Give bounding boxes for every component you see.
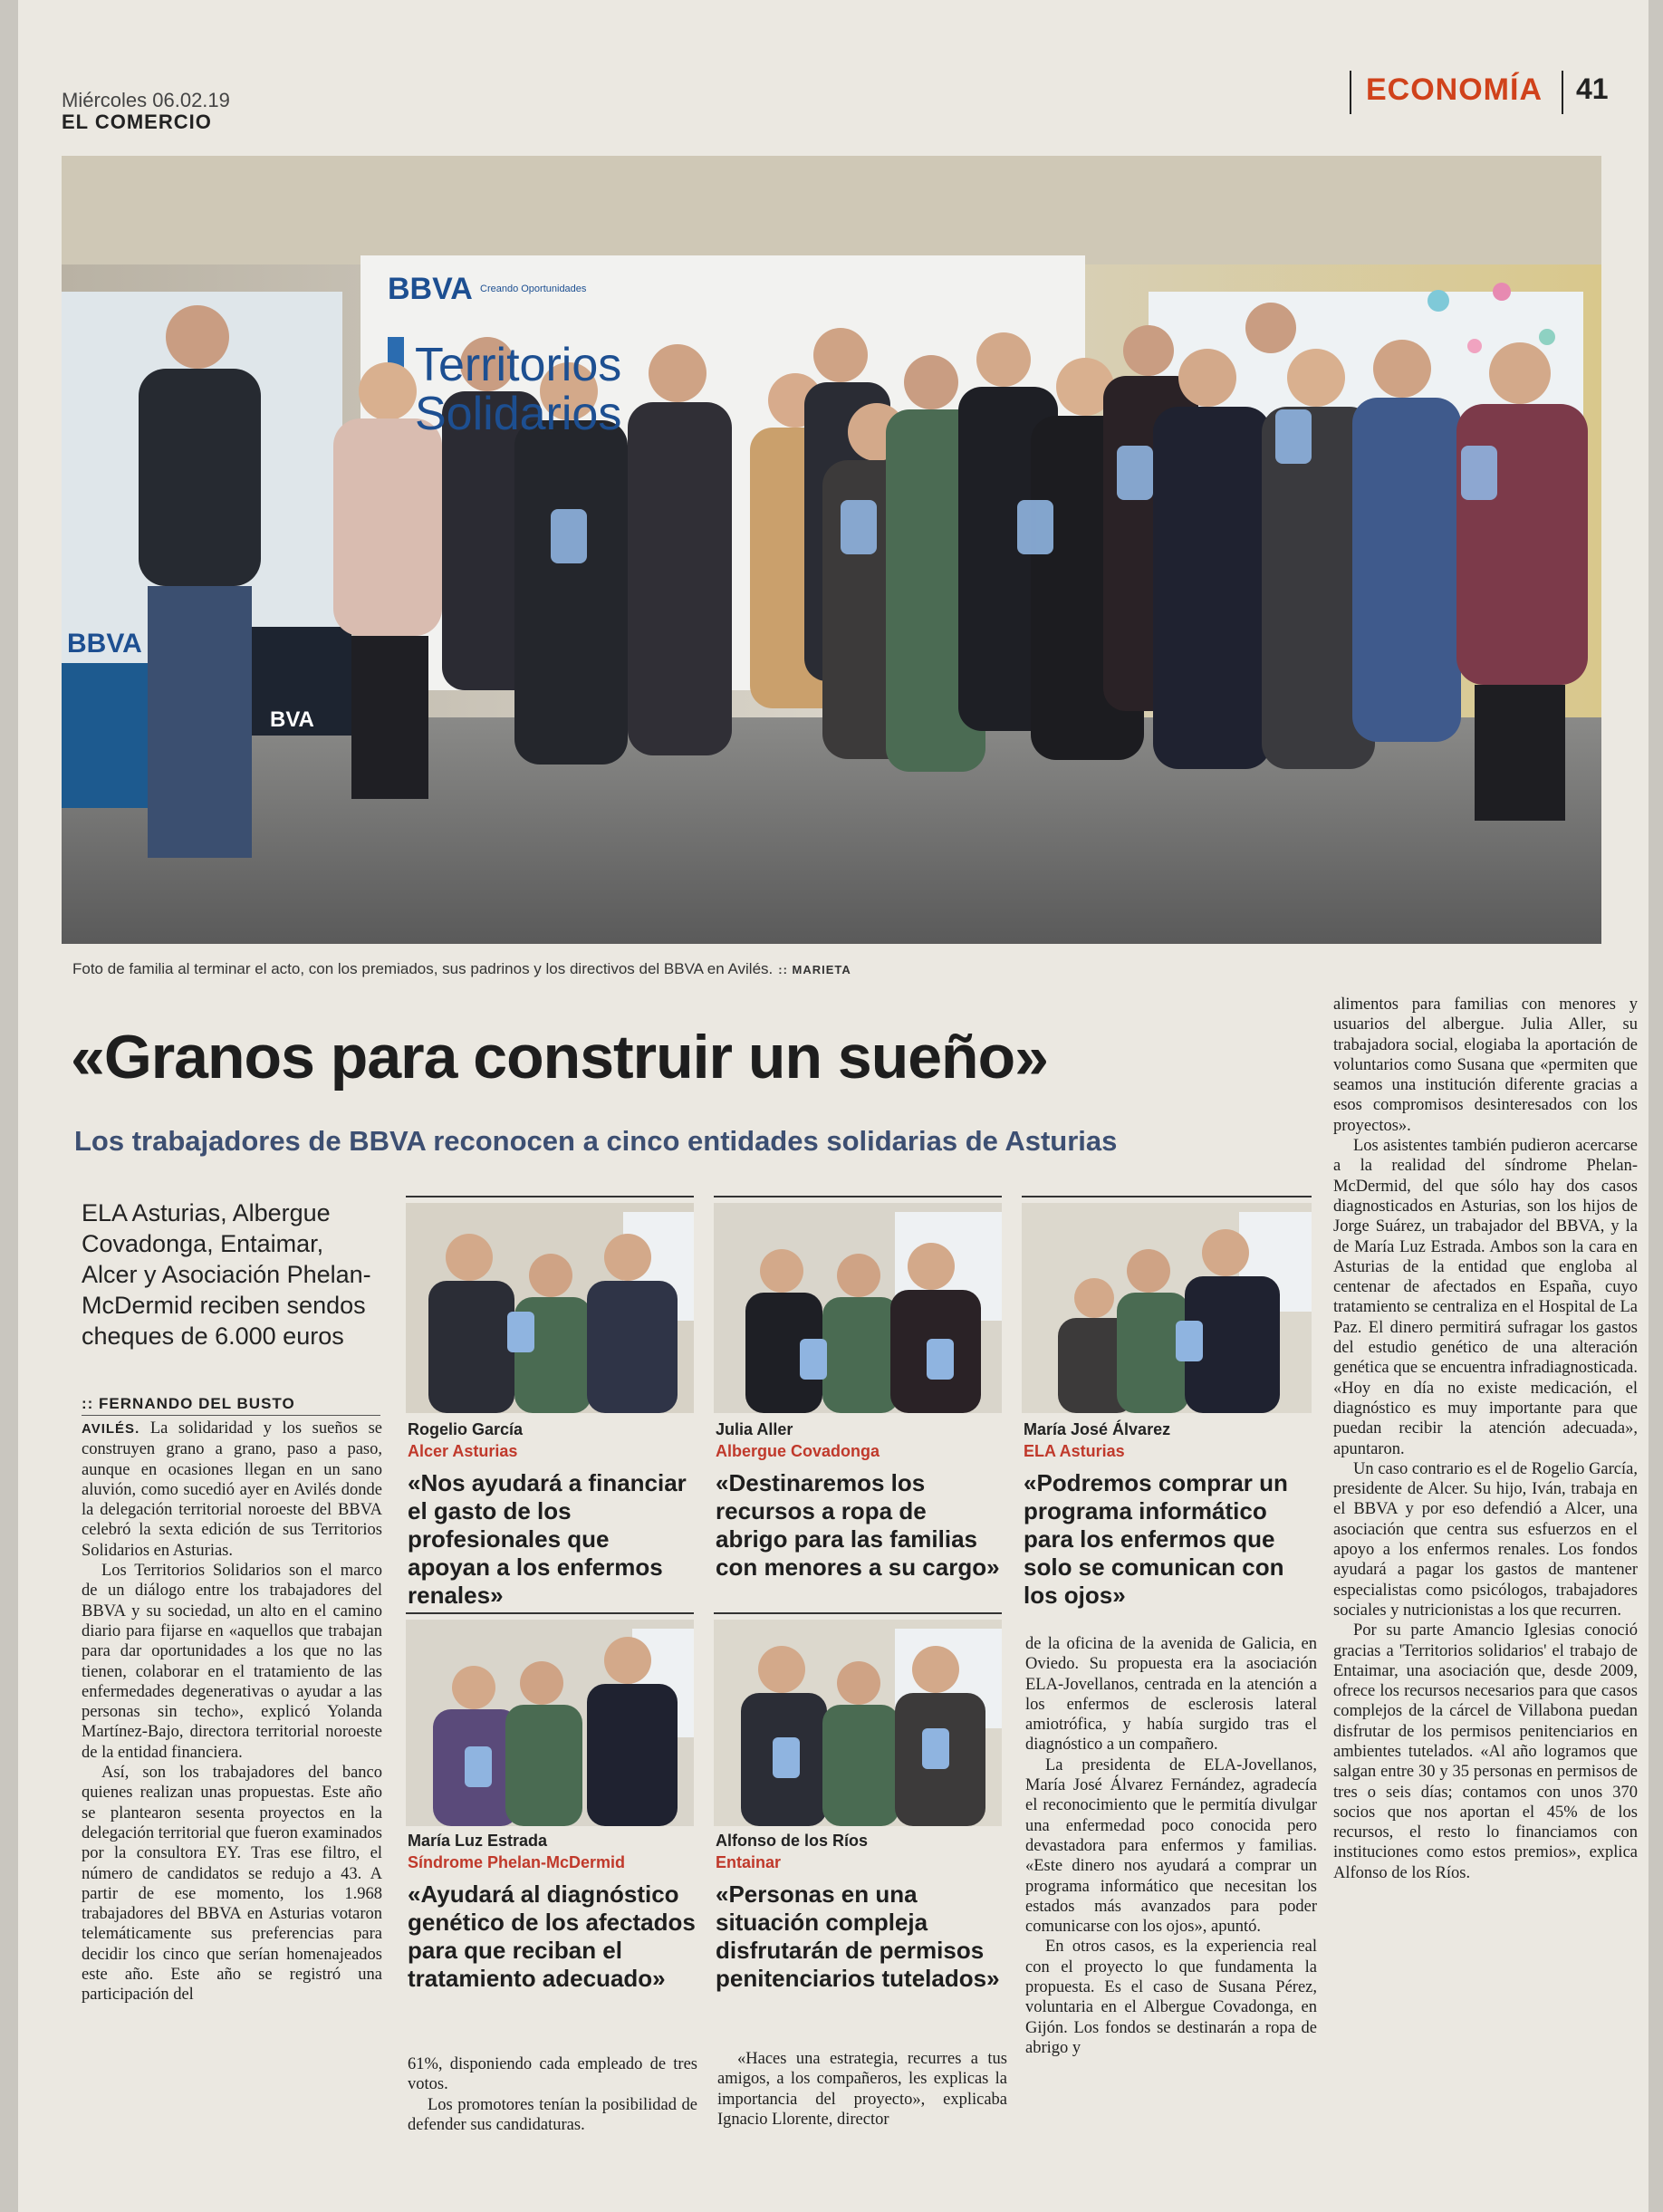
photo-credit: :: MARIETA [778, 963, 851, 976]
paragraph: de la oficina de la avenida de Galicia, en Oviedo. Su propuesta era la asociación ELA-Jovellanos, centrada en la atención a los enfermos de esclerosis lateral amiotrófica, y había surgido tras el diagnóstico a un compañero. [1025, 1635, 1317, 1755]
side-logo: BBVA [67, 629, 142, 659]
paragraph: Por su parte Amancio Iglesias conoció gracias a 'Territorios solidarios' el trabajo de Entaimar, una asociación que, desde 2009, ofrece los recursos necesarios para que casos complejos de la cárcel de Villabona puedan disfrutar de los permisos penitenciarios en ambientes tutelados. «Al año logramos que salgan entre 30 y 35 personas en permisos de tres o seis días; contamos con unos 370 socios que nos aportan el 45% de los recursos, el resto lo financiamos con instituciones como estos premios», explica Alfonso de los Ríos. [1333, 1621, 1638, 1882]
card-quote: «Podremos comprar un programa informático para los enfermos que solo se comunican con los ojos» [1024, 1469, 1288, 1609]
card-quote: «Personas en una situación compleja disfrutarán de permisos penitenciarios tutelados» [716, 1880, 1000, 1992]
paragraph: Los asistentes también pudieron acercarse a la realidad del síndrome Phelan-McDermid, del que sólo hay dos casos diagnosticados en Asturias, son los hijos de Jorge Suárez, un trabajador del BBVA, y la de María Luz Estrada. Ambos son la cara en Asturias de la entidad que engloba al centenar de afectados en España, cuyo tratamiento se centraliza en el Hospital de La Paz. El dinero permitirá sufragar los gastos del estudio genético de una alteración genética que se encuentra infradiagnosticada. «Hoy en día no existe medicación, el diagnóstico es muy importante para que puedan recibir la atención adecuada», apuntaron. [1333, 1137, 1638, 1458]
article-column-1 [82, 1419, 382, 2005]
card-rule [1022, 1196, 1312, 1197]
card-organization: ELA Asturias [1024, 1442, 1125, 1460]
card-rule [406, 1196, 694, 1197]
byline-rule [82, 1415, 380, 1416]
section-title: ECONOMÍA [1366, 72, 1543, 107]
banner-subtitle: Creando Oportunidades [480, 284, 587, 294]
card-name: Julia Aller [716, 1420, 793, 1438]
dateline: AVILÉS. [82, 1421, 140, 1437]
paragraph: 61%, disponiendo cada empleado de tres votos. [408, 2055, 697, 2094]
card-organization: Albergue Covadonga [716, 1442, 880, 1460]
page-number: 41 [1576, 72, 1609, 105]
article-column-2 [408, 2054, 697, 2135]
side-logo-2: BVA [270, 707, 314, 732]
paragraph: Los promotores tenían la posibilidad de defender sus candidaturas. [408, 2095, 697, 2134]
paragraph: Los Territorios Solidarios son el marco de un diálogo entre los trabajadores del BBVA y su sociedad, un alto en el camino diario para fijarse en «aquellos que trabajan para dar oportunidades a los que no las tienen, colaborar en el tratamiento de las enfermedades degenerativas o ayudar a las personas sin techo», explicó Yolanda Martínez-Bajo, directora territorial noroeste de la entidad financiera. [82, 1562, 382, 1762]
banner-title-line2: Solidarios [415, 388, 622, 440]
article-column-4 [1025, 1634, 1317, 2058]
group-photo [62, 156, 1601, 944]
caption-text: Foto de familia al terminar el acto, con los premiados, sus padrinos y los directivos del BBVA en Avilés. [72, 960, 774, 977]
paragraph: En otros casos, es la experiencia real con el proyecto lo que fundamenta la propuesta. Es el caso de Susana Pérez, voluntaria en el Albergue Covadonga, en Gijón. Los fondos se destinarán a ropa de abrigo y [1025, 1938, 1317, 2057]
paragraph: Un caso contrario es el de Rogelio García, presidente de Alcer. Su hijo, Iván, trabaja en el BBVA y por eso defendió a Alcer, una asociación que centra sus esfuerzos en el apoyo a los enfermos renales. Los fondos ayudará a pagar los gastos de mantener especialistas como psicólogos, trabajadores sociales y nutricionistas a los que recurren. [1333, 1459, 1638, 1620]
byline: :: FERNANDO DEL BUSTO [82, 1395, 295, 1412]
card-organization: Entainar [716, 1853, 782, 1871]
card-name: Rogelio García [408, 1420, 524, 1438]
card-rule [714, 1612, 1002, 1614]
lead-summary: ELA Asturias, Albergue Covadonga, Entaimar, Alcer y Asociación Phelan-McDermid reciben sendos cheques de 6.000 euros [82, 1199, 371, 1350]
newspaper-page [18, 0, 1649, 2212]
issue-date: Miércoles 06.02.19 [62, 89, 230, 111]
paragraph: La presidenta de ELA-Jovellanos, María José Álvarez Fernández, agradecía el reconocimiento que le permitía divulgar una enfermedad poco conocida pero devastadora para enfermos y familias. «Este dinero nos ayudará a comprar un programa informático que necesitan los estados más avanzados para poder comunicarse con los ojos», apuntó. [1025, 1755, 1317, 1937]
card-photo-julia [714, 1203, 1002, 1413]
card-photo-rogelio [406, 1203, 694, 1413]
header-divider [1350, 71, 1351, 114]
card-organization: Síndrome Phelan-McDermid [408, 1853, 626, 1871]
card-name: Alfonso de los Ríos [716, 1832, 869, 1850]
card-quote: «Nos ayudará a financiar el gasto de los profesionales que apoyan a los enfermos renales» [408, 1469, 687, 1609]
paragraph: alimentos para familias con menores y usuarios del albergue. Julia Aller, su trabajadora social, elogiaba la aportación de voluntarios como Susana que «permiten que seamos una institución diferente gracias a esos compromisos desinteresados con los proyectos». [1333, 995, 1638, 1135]
card-rule [714, 1196, 1002, 1197]
card-rule [406, 1612, 694, 1614]
paragraph: Así, son los trabajadores del banco quienes realizan unas propuestas. Este año se plantearon sesenta proyectos en la delegación territorial que fueron examinados por la consultora EY. Tras ese filtro, el número de candidatos se redujo a 43. A partir de ese momento, los 1.968 trabajadores del BBVA en Asturias votaron telemáticamente sus preferencias para decidir los cinco que serían homenajeados este año. Este año se registró una participación del [82, 1764, 382, 2005]
newspaper-name: EL COMERCIO [62, 111, 212, 133]
card-organization: Alcer Asturias [408, 1442, 518, 1460]
article-column-3 [717, 2049, 1007, 2130]
banner-brand: BBVA [388, 272, 473, 306]
card-quote: «Destinaremos los recursos a ropa de abrigo para las familias con menores a su cargo» [716, 1469, 1000, 1581]
card-photo-maria-luz [406, 1620, 694, 1826]
photo-caption [72, 960, 851, 978]
banner-title-line1: Territorios [415, 339, 622, 391]
paragraph: «Haces una estrategia, recurres a tus amigos, a los compañeros, les explicas la importancia del proyecto», explicaba Ignacio Llorente, director [717, 2050, 1007, 2129]
card-name: María Luz Estrada [408, 1832, 548, 1850]
card-photo-maria-jose [1022, 1203, 1312, 1413]
headline: «Granos para construir un sueño» [71, 1023, 1048, 1092]
header-divider [1562, 71, 1563, 114]
article-column-5 [1333, 995, 1638, 1883]
card-name: María José Álvarez [1024, 1420, 1171, 1438]
subheadline: Los trabajadores de BBVA reconocen a cinco entidades solidarias de Asturias [74, 1125, 1118, 1157]
paragraph: La solidaridad y los sueños se construyen grano a grano, paso a paso, aunque en ocasiones llegan en un sano aluvión, como sucedió ayer en Avilés donde la delegación territorial noroeste del BBVA celebró la sexta edición de sus Territorios Solidarios en Asturias. [82, 1419, 383, 1560]
card-photo-alfonso [714, 1620, 1002, 1826]
card-quote: «Ayudará al diagnóstico genético de los afectados para que reciban el tratamiento adecuado» [408, 1880, 696, 1992]
